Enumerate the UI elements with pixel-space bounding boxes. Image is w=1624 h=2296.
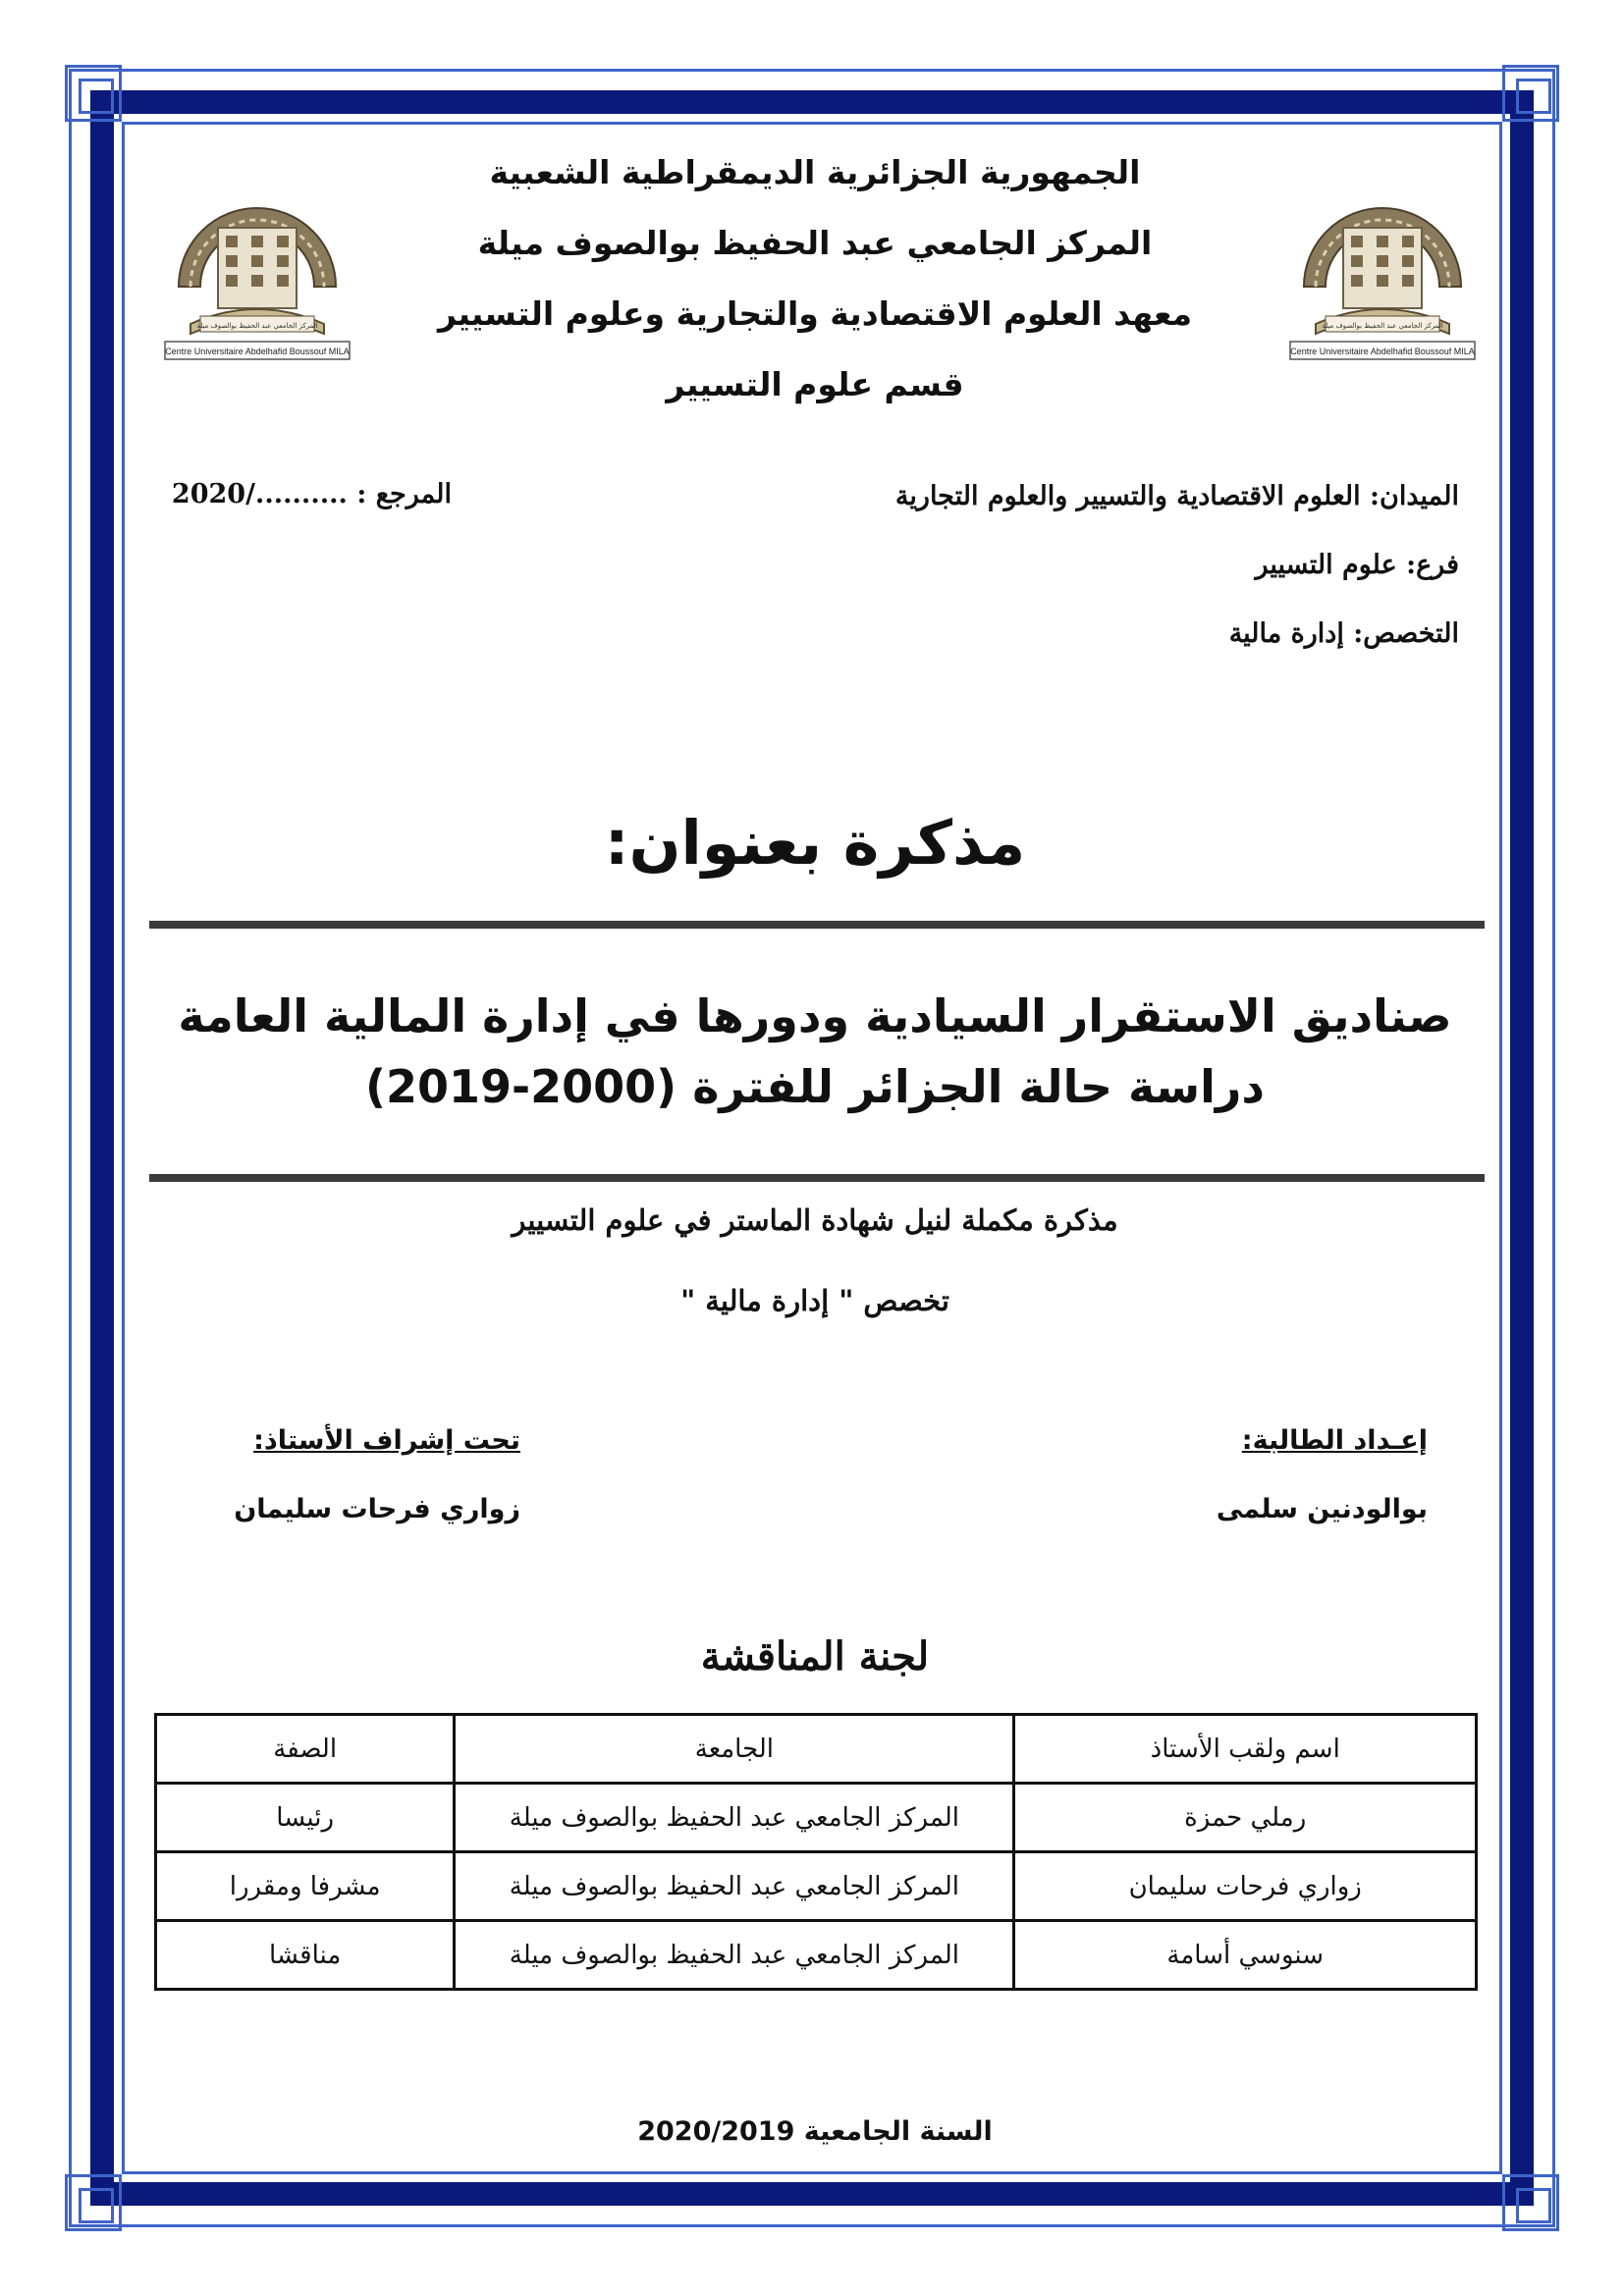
header-republic: الجمهورية الجزائرية الديمقراطية الشعبية xyxy=(489,153,1141,191)
table-row xyxy=(156,1852,1477,1921)
logo-caption: Centre Universitaire Abdelhafid Boussouf MILA xyxy=(1290,347,1475,356)
cell-member-university: المركز الجامعي عبد الحفيظ بوالصوف ميلة xyxy=(455,1921,1014,1990)
academic-year: السنة الجامعية 2020/2019 xyxy=(637,2116,993,2147)
frame-corner-bottom-left xyxy=(65,2174,122,2231)
cell-member-university: المركز الجامعي عبد الحفيظ بوالصوف ميلة xyxy=(455,1784,1014,1852)
frame-corner-bottom-right xyxy=(1502,2174,1559,2231)
supervisor-name: زواري فرحات سليمان xyxy=(234,1494,520,1524)
header-university: المركز الجامعي عبد الحفيظ بوالصوف ميلة xyxy=(477,224,1153,262)
student-name: بوالودنين سلمى xyxy=(1216,1494,1428,1524)
logo-arabic-caption: المركز الجامعي عبد الحفيظ بوالصوف ميلة xyxy=(196,322,318,330)
meta-branch: فرع: علوم التسيير xyxy=(1255,550,1459,580)
cell-member-role: رئيسا xyxy=(156,1784,455,1852)
header-cell-role: الصفة xyxy=(156,1715,455,1784)
frame-corner-top-right xyxy=(1502,65,1559,122)
university-logo-left xyxy=(161,177,353,363)
divider-bottom xyxy=(149,1174,1485,1182)
specialty-line: تخصص " إدارة مالية " xyxy=(680,1284,949,1317)
table-row xyxy=(156,1784,1477,1852)
cell-member-name: سنوسي أسامة xyxy=(1014,1921,1477,1990)
memo-heading: مذكرة بعنوان: xyxy=(604,807,1026,879)
logo-caption: Centre Universitaire Abdelhafid Boussouf MILA xyxy=(165,347,350,356)
frame-corner-top-left xyxy=(65,65,122,122)
header-cell-university: الجامعة xyxy=(455,1715,1014,1784)
logo-arabic-caption: المركز الجامعي عبد الحفيظ بوالصوف ميلة xyxy=(1322,322,1443,330)
thesis-title-line1: صناديق الاستقرار السيادية ودورها في إدارة المالية العامة xyxy=(178,989,1452,1042)
meta-specialty: التخصص: إدارة مالية xyxy=(1228,618,1459,649)
cell-member-role: مشرفا ومقررا xyxy=(156,1852,455,1921)
committee-title: لجنة المناقشة xyxy=(700,1633,930,1680)
header-cell-name: اسم ولقب الأستاذ xyxy=(1014,1715,1477,1784)
university-logo-right xyxy=(1286,177,1479,363)
table-row xyxy=(156,1921,1477,1990)
header-institute: معهد العلوم الاقتصادية والتجارية وعلوم التسيير xyxy=(437,294,1193,333)
meta-reference: المرجع : ........../2020 xyxy=(171,479,452,509)
certificate-line: مذكرة مكملة لنيل شهادة الماستر في علوم التسيير xyxy=(512,1203,1118,1237)
cell-member-university: المركز الجامعي عبد الحفيظ بوالصوف ميلة xyxy=(455,1852,1014,1921)
divider-top xyxy=(149,921,1485,929)
supervisor-label: تحت إشراف الأستاذ: xyxy=(253,1425,520,1456)
thesis-title-line2: دراسة حالة الجزائر للفترة (2000-2019) xyxy=(364,1060,1266,1113)
committee-table xyxy=(154,1713,1478,1991)
table-header-row xyxy=(156,1715,1477,1784)
meta-field: الميدان: العلوم الاقتصادية والتسيير والعلوم التجارية xyxy=(894,481,1459,511)
cell-member-name: رملي حمزة xyxy=(1014,1784,1477,1852)
header-department: قسم علوم التسيير xyxy=(666,365,964,403)
cell-member-role: مناقشا xyxy=(156,1921,455,1990)
cell-member-name: زواري فرحات سليمان xyxy=(1014,1852,1477,1921)
student-label: إعـداد الطالبة: xyxy=(1241,1425,1428,1456)
